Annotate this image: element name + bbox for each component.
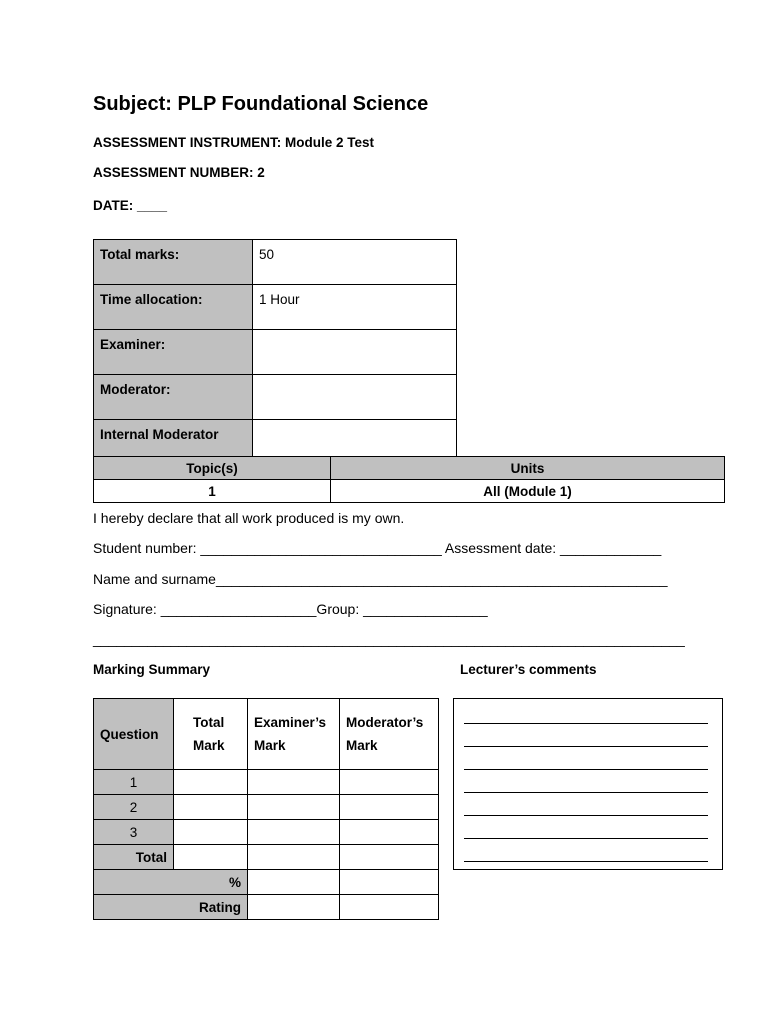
comment-line: [464, 861, 708, 862]
table-row: [94, 770, 439, 795]
total-mark-cell: [174, 820, 248, 845]
lecturer-comments-box: [453, 698, 723, 870]
info-label: Total marks:: [94, 240, 253, 285]
total-mark-cell: [174, 845, 248, 870]
topic-value: 1: [94, 480, 331, 503]
comment-line: [464, 792, 708, 793]
total-label: Total: [94, 845, 174, 870]
rating-row: [94, 895, 439, 920]
moderator-mark-cell: [340, 870, 439, 895]
total-mark-cell: [174, 795, 248, 820]
info-label: Internal Moderator: [94, 420, 253, 465]
question-number: 3: [94, 820, 174, 845]
examiner-mark-cell: [248, 870, 340, 895]
info-row-total-marks: [94, 240, 457, 285]
info-label: Time allocation:: [94, 285, 253, 330]
info-label: Moderator:: [94, 375, 253, 420]
assessment-info-table: [93, 239, 457, 465]
examiner-mark-cell: [248, 795, 340, 820]
units-value: All (Module 1): [331, 480, 725, 503]
info-value: 50: [253, 240, 457, 285]
comment-line: [464, 815, 708, 816]
name-surname-line: Name and surname__________________________________________________________: [93, 571, 668, 587]
info-row-moderator: [94, 375, 457, 420]
info-value: [253, 375, 457, 420]
separator-line: ____________________________________________________________________________: [93, 631, 685, 647]
percent-label: %: [94, 870, 248, 895]
info-value: [253, 330, 457, 375]
moderator-mark-header: Moderator’s Mark: [340, 699, 439, 770]
total-row: [94, 845, 439, 870]
lecturer-comments-title: Lecturer’s comments: [460, 662, 597, 677]
total-mark-cell: [174, 770, 248, 795]
page-title: Subject: PLP Foundational Science: [93, 93, 429, 115]
comment-line: [464, 838, 708, 839]
comment-line: [464, 746, 708, 747]
question-number: 2: [94, 795, 174, 820]
units-header: Units: [331, 457, 725, 480]
comment-line: [464, 723, 708, 724]
marking-summary-title: Marking Summary: [93, 662, 211, 677]
signature-group-line: Signature: ____________________Group: ________________: [93, 601, 488, 617]
assessment-number: ASSESSMENT NUMBER: 2: [93, 165, 265, 180]
moderator-mark-cell: [340, 820, 439, 845]
table-row: [94, 820, 439, 845]
moderator-mark-cell: [340, 795, 439, 820]
info-row-time-allocation: [94, 285, 457, 330]
total-mark-header: Total Mark: [174, 699, 248, 770]
moderator-mark-cell: [340, 770, 439, 795]
examiner-mark-cell: [248, 845, 340, 870]
moderator-mark-cell: [340, 895, 439, 920]
examiner-mark-cell: [248, 770, 340, 795]
topics-header: Topic(s): [94, 457, 331, 480]
info-label: Examiner:: [94, 330, 253, 375]
info-value: 1 Hour: [253, 285, 457, 330]
question-number: 1: [94, 770, 174, 795]
marking-summary-table: [93, 698, 439, 920]
declaration-statement: I hereby declare that all work produced is my own.: [93, 510, 405, 526]
rating-label: Rating: [94, 895, 248, 920]
examiner-mark-header: Examiner’s Mark: [248, 699, 340, 770]
topics-table: [93, 456, 725, 503]
student-number-line: Student number: _______________________________ Assessment date: _____________: [93, 540, 662, 556]
examiner-mark-cell: [248, 895, 340, 920]
assessment-instrument: ASSESSMENT INSTRUMENT: Module 2 Test: [93, 135, 375, 150]
table-row: [94, 795, 439, 820]
info-row-examiner: [94, 330, 457, 375]
examiner-mark-cell: [248, 820, 340, 845]
question-header: Question: [94, 699, 174, 770]
moderator-mark-cell: [340, 845, 439, 870]
assessment-date: DATE: ____: [93, 198, 168, 213]
comment-line: [464, 769, 708, 770]
percent-row: [94, 870, 439, 895]
